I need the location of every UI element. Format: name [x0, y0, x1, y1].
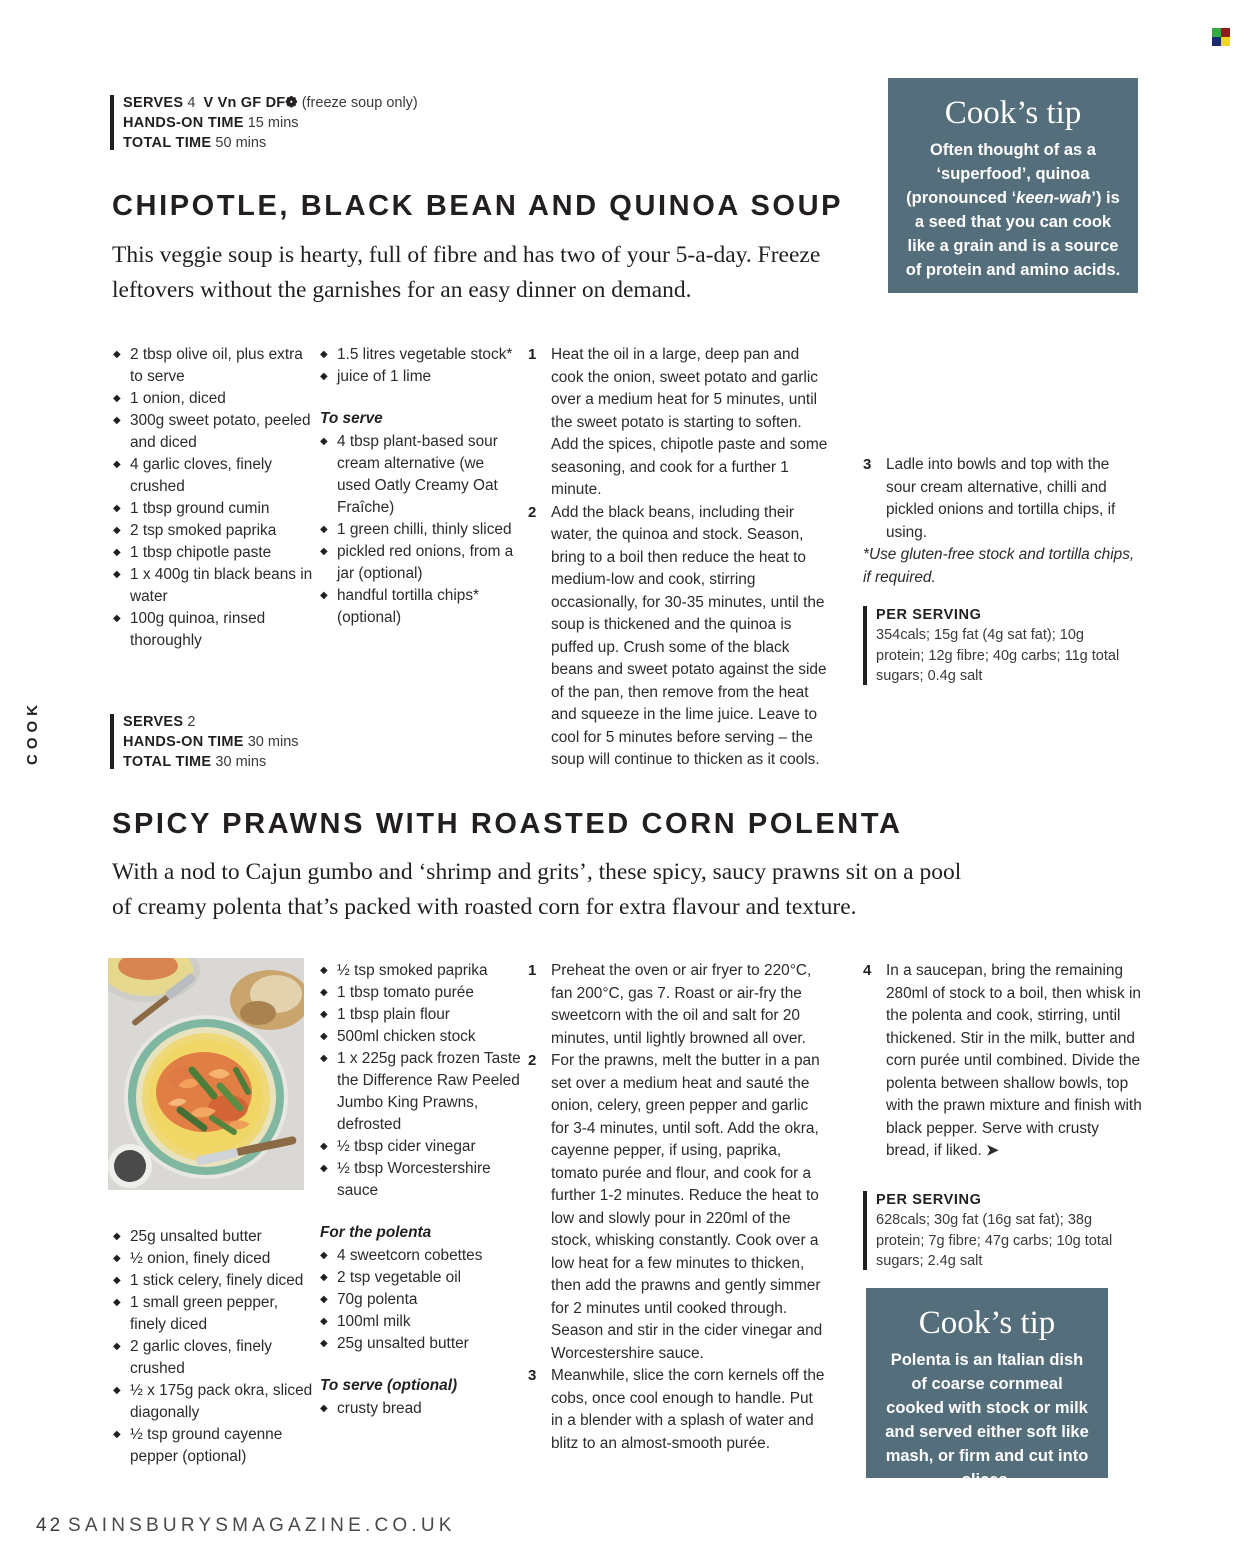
ingredient-item: ◆ 70g polenta [320, 1289, 525, 1311]
recipe1-cooks-tip [888, 78, 1138, 293]
ingredient-item: ◆ ½ tsp ground cayenne pepper (optional) [113, 1424, 313, 1468]
step-number: 2 [528, 503, 537, 521]
ingredient-item: ◆ ½ onion, finely diced [113, 1248, 313, 1270]
ingredient-item: ◆ 1 tbsp chipotle paste [113, 542, 313, 564]
cooks-tip-body: Often thought of as a ‘superfood’, quinoa (pronounced ‘keen-wah’) is a seed that you can cook like a grain and is a source of protein and amino acids. [905, 141, 1121, 279]
ingredient-item: ◆ pickled red onions, from a jar (optional) [320, 541, 520, 585]
method-step [863, 960, 1143, 1163]
footer-url: SAINSBURYSMAGAZINE.CO.UK [68, 1515, 456, 1536]
method-step [528, 344, 828, 502]
ingredient-item: ◆ 1 onion, diced [113, 388, 313, 410]
step-number: 1 [528, 962, 537, 979]
ingredient-item: ◆ 1 tbsp ground cumin [113, 498, 313, 520]
ingredient-item: ◆ 1 x 400g tin black beans in water [113, 564, 313, 608]
total-time-line: TOTAL TIME 50 mins [123, 135, 267, 151]
recipe2-title: SPICY PRAWNS WITH ROASTED CORN POLENTA [112, 808, 903, 840]
recipe2-intro: With a nod to Cajun gumbo and ‘shrimp and grits’, these spicy, saucy prawns sit on a pool of creamy polenta that’s packed with roasted corn for extra flavour and texture. [112, 859, 962, 920]
serves-line: SERVES 2 [123, 714, 196, 730]
method-step [528, 502, 828, 772]
recipe1-meta [110, 93, 583, 153]
step-number: 1 [528, 346, 537, 363]
recipe1-ingredients-column-1 [113, 344, 313, 652]
step-number: 3 [528, 1367, 537, 1384]
ingredient-item: ◆ juice of 1 lime [320, 366, 520, 388]
ingredient-item: ◆ ½ x 175g pack okra, sliced diagonally [113, 1380, 313, 1424]
cooks-tip-body: Polenta is an Italian dish of coarse cornmeal cooked with stock or milk and served either soft like mash, or firm and cut into slices. [885, 1351, 1089, 1489]
pronunciation-italic: keen-wah [1016, 189, 1092, 207]
ingredient-item: ◆ 1.5 litres vegetable stock* [320, 344, 520, 366]
ingredient-item: ◆ ½ tbsp Worcestershire sauce [320, 1158, 525, 1202]
ingredient-item: ◆ 1 x 225g pack frozen Taste the Difference Raw Peeled Jumbo King Prawns, defrosted [320, 1048, 525, 1136]
diet-tags: V Vn GF DF [203, 95, 286, 111]
method-footnote: *Use gluten-free stock and tortilla chips, if required. [863, 546, 1135, 586]
recipe2-cooks-tip [866, 1288, 1108, 1489]
recipe2-method-column-2 [863, 960, 1143, 1163]
nutrition-body: 354cals; 15g fat (4g sat fat); 10g protein; 12g fibre; 40g carbs; 11g total sugars; 0.4g salt [876, 627, 1120, 684]
ingredient-item: ◆ 2 garlic cloves, finely crushed [113, 1336, 313, 1380]
ingredient-item: ◆ ½ tsp smoked paprika [320, 960, 525, 982]
cooks-tip-heading: Cook’s tip [918, 1305, 1056, 1341]
method-step [863, 454, 1143, 544]
ingredient-item: ◆ 1 tbsp plain flour [320, 1004, 525, 1026]
cmyk-registration-mark [1212, 28, 1230, 46]
recipe2-nutrition [863, 1190, 1126, 1272]
nutrition-heading: PER SERVING [876, 607, 982, 623]
page-number: 42 [36, 1515, 64, 1536]
cooks-tip-heading: Cook’s tip [944, 95, 1082, 131]
ingredient-item: ◆ ½ tbsp cider vinegar [320, 1136, 525, 1158]
ingredient-item: ◆ 4 tbsp plant-based sour cream alternative (we used Oatly Creamy Oat Fraîche) [320, 431, 520, 519]
hands-on-line: HANDS-ON TIME 30 mins [123, 734, 299, 750]
polenta-heading: For the polenta [320, 1224, 432, 1241]
nutrition-heading: PER SERVING [876, 1192, 982, 1208]
step-text: For the prawns, melt the butter in a pan set over a medium heat and sauté the onion, celery, green pepper and garlic for 3-4 minutes, until soft. Add the okra, cayenne pepper, if using, paprika, tomato purée and flour, and cook for a further 1-2 minutes. Reduce the heat to low and slowly pour in 220ml of the stock, whisking constantly. Cook over a low heat for a few minutes to thicken, then add the prawns and gently simmer for 2 minutes until cooked through. Season and stir in the cider vinegar and Worcestershire sauce. [551, 1052, 823, 1362]
ingredient-item: ◆ 100ml milk [320, 1311, 525, 1333]
ingredient-item: ◆ 1 stick celery, finely diced [113, 1270, 313, 1292]
ingredient-item: ◆ 2 tsp smoked paprika [113, 520, 313, 542]
recipe2-photo [108, 958, 304, 1190]
step-text: Preheat the oven or air fryer to 220°C, fan 200°C, gas 7. Roast or air-fry the sweetcorn with the oil and salt for 20 minutes, until lightly browned all over. [551, 962, 812, 1047]
continue-arrow-icon: ➤ [986, 1142, 999, 1159]
ingredient-item: ◆ 500ml chicken stock [320, 1026, 525, 1048]
ingredient-item: ◆ 4 garlic cloves, finely crushed [113, 454, 313, 498]
to-serve-heading: To serve [320, 410, 383, 427]
step-text: Heat the oil in a large, deep pan and cook the onion, sweet potato and garlic over a medium heat for 5 minutes, until the sweet potato is starting to soften. Add the spices, chipotle paste and some seasoning, and cook for a further 1 minute. [551, 346, 828, 498]
recipe1-nutrition [863, 605, 1126, 687]
to-serve-heading: To serve (optional) [320, 1377, 458, 1394]
ingredient-item: ◆ 2 tsp vegetable oil [320, 1267, 525, 1289]
step-text: Ladle into bowls and top with the sour cream alternative, chilli and pickled onions and tortilla chips, if using. [886, 456, 1116, 541]
ingredient-item: ◆ 4 sweetcorn cobettes [320, 1245, 525, 1267]
step-text: Meanwhile, slice the corn kernels off the cobs, once cool enough to handle. Put in a blender with a splash of water and blitz to an almost-smooth purée. [551, 1367, 825, 1452]
nutrition-body: 628cals; 30g fat (16g sat fat); 38g protein; 7g fibre; 47g carbs; 10g total sugars; 2.4g salt [876, 1212, 1113, 1269]
section-label: COOK [24, 700, 41, 765]
step-number: 4 [863, 962, 872, 979]
step-number: 3 [863, 456, 872, 473]
recipe2-method-column-1 [528, 960, 828, 1455]
ingredient-item: ◆ 2 tbsp olive oil, plus extra to serve [113, 344, 313, 388]
ingredient-item: ◆ 1 small green pepper, finely diced [113, 1292, 313, 1336]
total-time-line: TOTAL TIME 30 mins [123, 754, 267, 770]
step-text: Add the black beans, including their water, the quinoa and stock. Season, bring to a boil then reduce the heat to medium-low and cook, stirring occasionally, for 30-35 minutes, until the soup is thickened and the quinoa is puffed up. Crush some of the black beans and sweet potato against the side of the pan, then remove from the heat and squeeze in the lime juice. Leave to cool for 5 minutes before serving – the soup will continue to thicken as it cools. [551, 503, 827, 768]
hands-on-line: HANDS-ON TIME 15 mins [123, 115, 299, 131]
ingredient-item: ◆ handful tortilla chips* (optional) [320, 585, 520, 629]
ingredient-item: ◆ 300g sweet potato, peeled and diced [113, 410, 313, 454]
method-step [528, 1050, 828, 1365]
ingredient-item: ◆ 100g quinoa, rinsed thoroughly [113, 608, 313, 652]
method-step [528, 1365, 828, 1455]
ingredient-item: ◆ 1 green chilli, thinly sliced [320, 519, 520, 541]
ingredient-item: ◆ 25g unsalted butter [113, 1226, 313, 1248]
recipe1-title: CHIPOTLE, BLACK BEAN AND QUINOA SOUP [112, 190, 844, 222]
recipe1-intro: This veggie soup is hearty, full of fibre and has two of your 5-a-day. Freeze leftovers without the garnishes for an easy dinner on demand. [112, 242, 821, 303]
recipe2-meta [110, 712, 523, 772]
recipe2-ingredients-column-2 [320, 960, 525, 1420]
recipe1-ingredients-column-2 [320, 344, 520, 629]
ingredient-item: ◆ 1 tbsp tomato purée [320, 982, 525, 1004]
freeze-icon: ❁ [285, 95, 298, 111]
method-step [528, 960, 828, 1050]
ingredient-item: ◆ 25g unsalted butter [320, 1333, 525, 1355]
recipe1-method-column-1 [528, 344, 828, 772]
step-text: In a saucepan, bring the remaining 280ml of stock to a boil, then whisk in the polenta and cook, stirring, until thickened. Stir in the milk, butter and corn purée until combined. Divide the polenta between shallow bowls, top with the prawn mixture and finish with black pepper. Serve with crusty bread, if liked. [886, 962, 1142, 1159]
recipe1-method-column-2 [863, 344, 1143, 589]
recipe2-ingredients-column-1 [113, 1226, 313, 1468]
step-number: 2 [528, 1052, 537, 1069]
serves-line: SERVES 4 V Vn GF DF❁ (freeze soup only) [123, 95, 418, 111]
ingredient-item: ◆ crusty bread [320, 1398, 525, 1420]
